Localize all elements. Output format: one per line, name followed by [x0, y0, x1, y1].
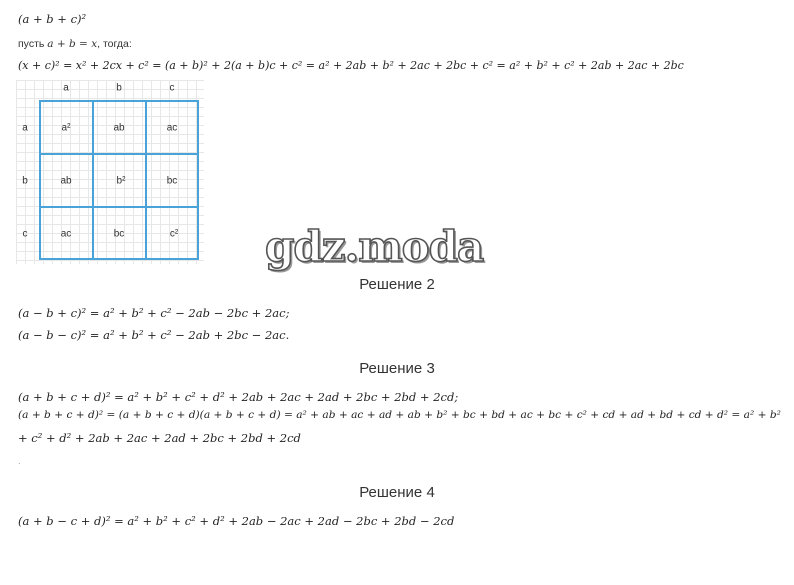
grid-cell: ac — [60, 228, 72, 240]
grid-cell: c² — [169, 228, 179, 240]
col-header-1: a — [63, 82, 69, 94]
substitution-suffix: , тогда: — [97, 38, 132, 50]
grid-cell: ab — [113, 122, 125, 134]
grid-divider-v2 — [145, 100, 147, 260]
solution-2-eq-2: (a − b − c)² = a² + b² + c² − 2ab + 2bc − 2ac. — [18, 328, 290, 342]
grid-cell: a² — [61, 122, 71, 134]
row-header-1: a — [22, 122, 28, 134]
grid-cell: ac — [166, 122, 178, 134]
watermark-logo: gdz.moda — [265, 222, 484, 271]
solution-3-eq-2: (a + b + c + d)² = (a + b + c + d)(a + b + c + d) = a² + ab + ac + ad + ab + b² + bc + bd + ac + bc + c² + cd + ad + bd + cd + d² = a² + b² — [18, 409, 781, 421]
substitution-math: a + b = x — [47, 38, 98, 50]
solution-2-eq-1: (a − b + c)² = a² + b² + c² − 2ab − 2bc + 2ac; — [18, 306, 290, 320]
grid-cell: b² — [116, 175, 126, 187]
grid-cell: bc — [166, 175, 178, 187]
solution-4-eq-1: (a + b − c + d)² = a² + b² + c² + d² + 2ab − 2ac + 2ad − 2bc + 2bd − 2cd — [18, 514, 455, 528]
expression-line-1: (a + b + c)² — [18, 12, 87, 26]
solution-3-eq-1: (a + b + c + d)² = a² + b² + c² + d² + 2ab + 2ac + 2ad + 2bc + 2bd + 2cd; — [18, 390, 459, 404]
substitution-prefix: пусть — [18, 38, 48, 50]
solution-3-eq-3: + c² + d² + 2ab + 2ac + 2ad + 2bc + 2bd + 2cd — [18, 431, 301, 445]
row-header-3: c — [22, 228, 28, 240]
grid-divider-v1 — [92, 100, 94, 260]
solution-2-heading: Решение 2 — [359, 276, 435, 293]
grid-divider-h1 — [39, 153, 199, 155]
solution-4-heading: Решение 4 — [359, 484, 435, 501]
col-header-3: c — [169, 82, 175, 94]
square-grid-figure — [16, 80, 204, 264]
expansion-line: (x + c)² = x² + 2cx + c² = (a + b)² + 2(a + b)c + c² = a² + 2ab + b² + 2ac + 2bc + c² = a² + b² + c² + 2ab + 2ac + 2bc — [18, 59, 684, 72]
solution-3-heading: Решение 3 — [359, 360, 435, 377]
stray-dot: . — [18, 456, 21, 466]
grid-cell: ab — [60, 175, 72, 187]
substitution-line — [18, 38, 132, 50]
grid-cell: bc — [113, 228, 125, 240]
col-header-2: b — [116, 82, 122, 94]
row-header-2: b — [22, 175, 28, 187]
grid-divider-h2 — [39, 206, 199, 208]
